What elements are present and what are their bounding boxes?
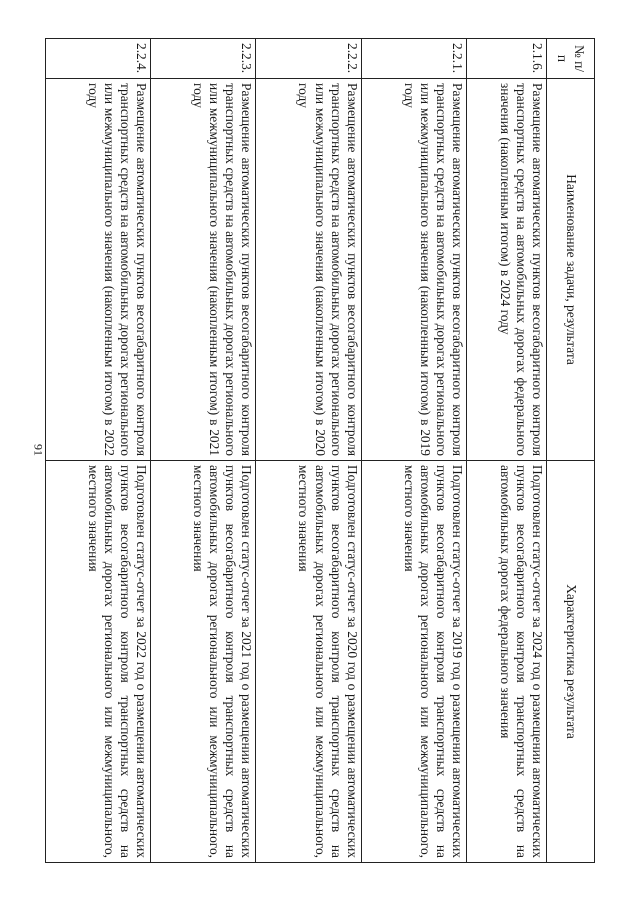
header-result: Характеристика результата <box>547 461 595 863</box>
row-result: Подготовлен статус-отчет за 2020 год о размещении автоматических пунктов весогабаритного контроля транспортных средств на автомобильных дорогах регионального или межмуниципального, местного значения <box>256 461 361 863</box>
row-num: 2.2.4. <box>46 39 151 79</box>
table-row <box>46 39 151 863</box>
row-result: Подготовлен статус-отчет за 2022 год о размещении автоматических пунктов весогабаритного контроля транспортных средств на автомобильных дорогах регионального или межмуниципального, местного значения <box>46 461 151 863</box>
rotated-table-container <box>45 38 595 862</box>
page-number: 91 <box>31 444 46 456</box>
header-num: № п/п <box>547 39 595 79</box>
row-result: Подготовлен статус-отчет за 2024 год о размещении автоматических пунктов весогабаритного контроля транспортных средств на автомобильных дорогах федерального значения <box>466 461 546 863</box>
table-row <box>466 39 546 863</box>
results-table <box>45 38 595 863</box>
table-row <box>361 39 466 863</box>
row-num: 2.2.2. <box>256 39 361 79</box>
row-result: Подготовлен статус-отчет за 2019 год о размещении автоматических пунктов весогабаритного контроля транспортных средств на автомобильных дорогах регионального или межмуниципального, местного значения <box>361 461 466 863</box>
row-result: Подготовлен статус-отчет за 2021 год о размещении автоматических пунктов весогабаритного контроля транспортных средств на автомобильных дорогах регионального или межмуниципального, местного значения <box>151 461 256 863</box>
row-task: Размещение автоматических пунктов весогабаритного контроля транспортных средств на автомобильных дорогах регионального или межмуниципального значения (накопленным итогом) в 2019 году <box>361 79 466 461</box>
row-task: Размещение автоматических пунктов весогабаритного контроля транспортных средств на автомобильных дорогах федерального значения (накопленным итогом) в 2024 году <box>466 79 546 461</box>
row-task: Размещение автоматических пунктов весогабаритного контроля транспортных средств на автомобильных дорогах регионального или межмуниципального значения (накопленным итогом) в 2020 году <box>256 79 361 461</box>
table-row <box>151 39 256 863</box>
table-header-row <box>547 39 595 863</box>
header-task: Наименование задачи, результата <box>547 79 595 461</box>
row-num: 2.2.1. <box>361 39 466 79</box>
row-num: 2.2.3. <box>151 39 256 79</box>
row-task: Размещение автоматических пунктов весогабаритного контроля транспортных средств на автомобильных дорогах регионального или межмуниципального значения (накопленным итогом) в 2021 году <box>151 79 256 461</box>
row-task: Размещение автоматических пунктов весогабаритного контроля транспортных средств на автомобильных дорогах регионального или межмуниципального значения (накопленным итогом) в 2022 году <box>46 79 151 461</box>
table-row <box>256 39 361 863</box>
row-num: 2.1.6. <box>466 39 546 79</box>
